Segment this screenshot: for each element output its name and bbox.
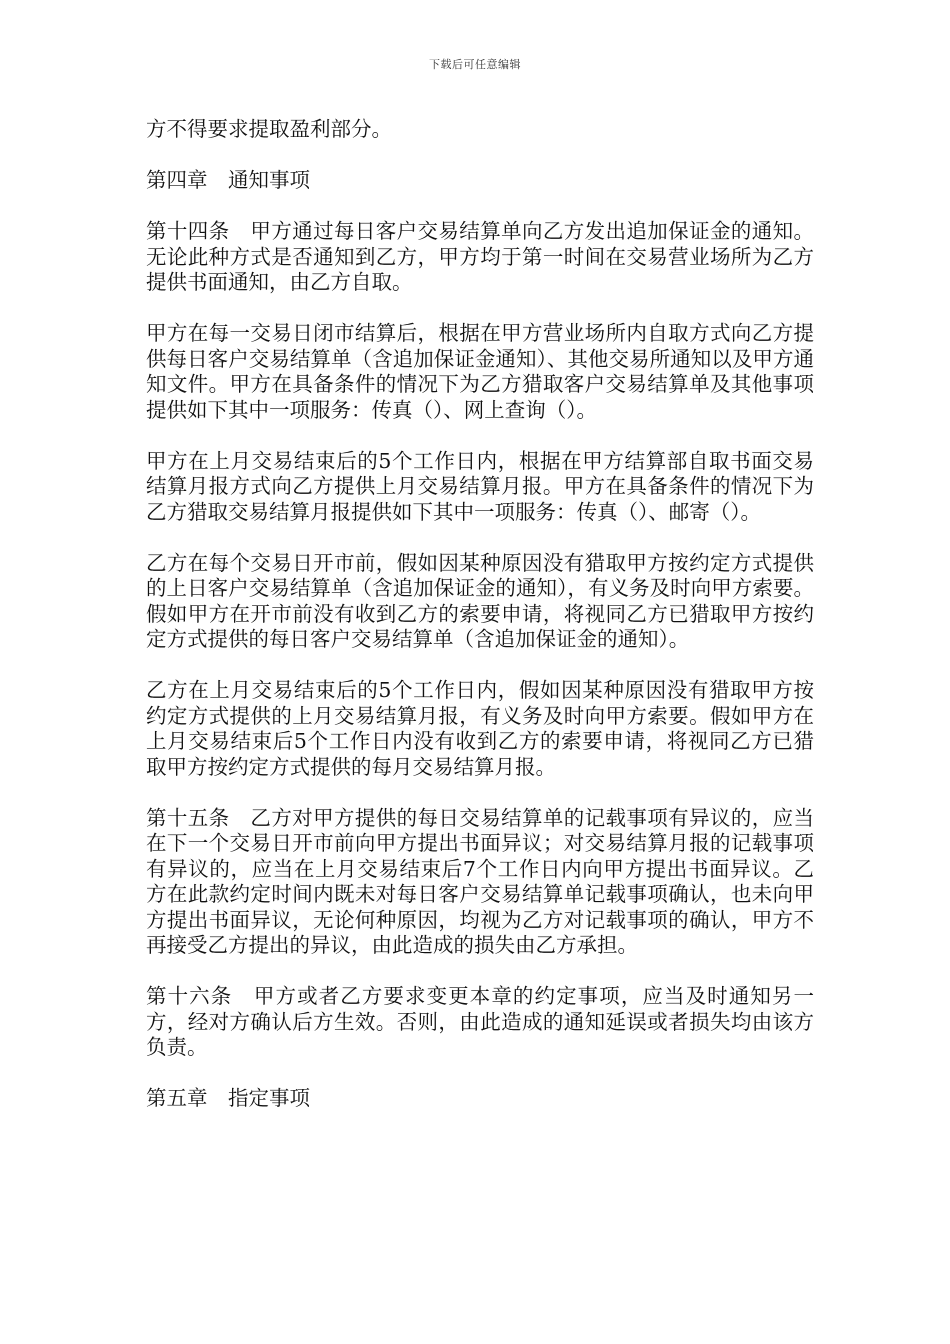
- page-header: 下载后可任意编辑: [429, 58, 521, 71]
- paragraph-monthly-settlement: 甲方在上月交易结束后的5个工作日内，根据在甲方结算部自取书面交易结算月报方式向乙方提供上月交易结算月报。甲方在具备条件的情况下为乙方猎取交易结算月报提供如下其中一项服务：传真（）、邮寄（）。: [146, 448, 814, 524]
- paragraph-continuation: 方不得要求提取盈利部分。: [146, 117, 392, 141]
- paragraph-monthly-request: 乙方在上月交易结束后的5个工作日内，假如因某种原因没有猎取甲方按约定方式提供的上月交易结算月报，有义务及时向甲方索要。假如甲方在上月交易结束后5个工作日内没有收到乙方的索要申请，将视同乙方已猎取甲方按约定方式提供的每月交易结算月报。: [146, 678, 814, 779]
- paragraph-daily-request: 乙方在每个交易日开市前，假如因某种原因没有猎取甲方按约定方式提供的上日客户交易结算单（含追加保证金的通知），有义务及时向甲方索要。假如甲方在开市前没有收到乙方的索要申请，将视同乙方已猎取甲方按约定方式提供的每日客户交易结算单（含追加保证金的通知）。: [146, 550, 814, 651]
- article-15: 第十五条 乙方对甲方提供的每日交易结算单的记载事项有异议的，应当在下一个交易日开市前向甲方提出书面异议；对交易结算月报的记载事项有异议的，应当在上月交易结束后7个工作日内向甲方提出书面异议。乙方在此款约定时间内既未对每日客户交易结算单记载事项确认，也未向甲方提出书面异议，无论何种原因，均视为乙方对记载事项的确认，甲方不再接受乙方提出的异议，由此造成的损失由乙方承担。: [146, 805, 814, 957]
- chapter-heading-5: 第五章 指定事项: [146, 1086, 310, 1110]
- chapter-heading-4: 第四章 通知事项: [146, 168, 310, 192]
- paragraph-daily-settlement: 甲方在每一交易日闭市结算后，根据在甲方营业场所内自取方式向乙方提供每日客户交易结算单（含追加保证金通知）、其他交易所通知以及甲方通知文件。甲方在具备条件的情况下为乙方猎取客户交易结算单及其他事项提供如下其中一项服务：传真（）、网上查询（）。: [146, 321, 814, 422]
- document-body: [146, 117, 814, 1112]
- article-14: 第十四条 甲方通过每日客户交易结算单向乙方发出追加保证金的通知。无论此种方式是否通知到乙方，甲方均于第一时间在交易营业场所为乙方提供书面通知，由乙方自取。: [146, 219, 814, 294]
- article-16: 第十六条 甲方或者乙方要求变更本章的约定事项，应当及时通知另一方，经对方确认后方生效。否则，由此造成的通知延误或者损失均由该方负责。: [146, 984, 814, 1059]
